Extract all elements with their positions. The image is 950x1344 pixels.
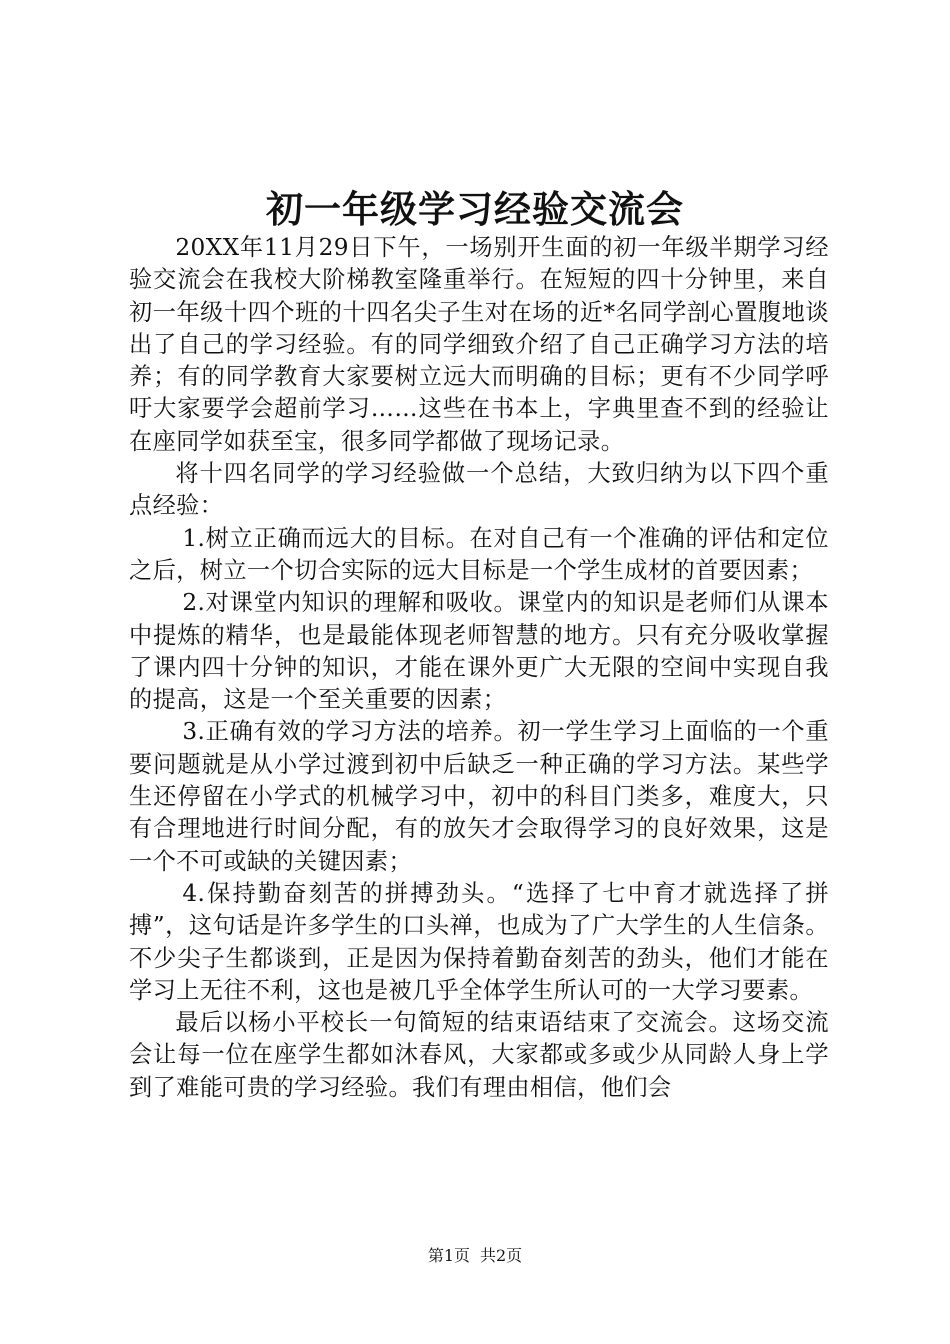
summary-paragraph: 将十四名同学的学习经验做一个总结，大致归纳为以下四个重点经验：: [129, 460, 829, 520]
experience-item-4: 4.保持勤奋刻苦的拼搏劲头。“选择了七中育才就选择了拼搏”，这句话是许多学生的口头禅，也成为了广大学生的人生信条。不少尖子生都谈到，正是因为保持着勤奋刻苦的劲头，他们才能在学习上无往不利，这也是被几乎全体学生所认可的一大学习要素。: [129, 879, 829, 1004]
intro-paragraph: 20XX年11月29日下午，一场别开生面的初一年级半期学习经验交流会在我校大阶梯教室隆重举行。在短短的四十分钟里，来自初一年级十四个班的十四名尖子生对在场的近*名同学剖心置腹地谈出了自己的学习经验。有的同学细致介绍了自己正确学习方法的培养；有的同学教育大家要树立远大而明确的目标；更有不少同学呼吁大家要学会超前学习……这些在书本上，字典里查不到的经验让在座同学如获至宝，很多同学都做了现场记录。: [129, 234, 829, 455]
experience-item-3: 3.正确有效的学习方法的培养。初一学生学习上面临的一个重要问题就是从小学过渡到初中后缺乏一种正确的学习方法。某些学生还停留在小学式的机械学习中，初中的科目门类多，难度大，只有合理地进行时间分配，有的放矢才会取得学习的良好效果，这是一个不可或缺的关键因素；: [129, 718, 829, 875]
experience-item-1: 1.树立正确而远大的目标。在对自己有一个准确的评估和定位之后，树立一个切合实际的远大目标是一个学生成材的首要因素；: [129, 524, 829, 584]
page-footer: [0, 1244, 950, 1268]
page-total: 共2页: [480, 1246, 523, 1265]
document-body: [129, 232, 829, 1104]
document-title: 初一年级学习经验交流会: [266, 187, 684, 231]
experience-item-2: 2.对课堂内知识的理解和吸收。课堂内的知识是老师们从课本中提炼的精华，也是最能体现老师智慧的地方。只有充分吸收掌握了课内四十分钟的知识，才能在课外更广大无限的空间中实现自我的提高，这是一个至关重要的因素；: [129, 589, 829, 714]
closing-paragraph: 最后以杨小平校长一句简短的结束语结束了交流会。这场交流会让每一位在座学生都如沐春风，大家都或多或少从同龄人身上学到了难能可贵的学习经验。我们有理由相信，他们会: [129, 1009, 829, 1101]
page-number: 第1页: [427, 1246, 470, 1265]
